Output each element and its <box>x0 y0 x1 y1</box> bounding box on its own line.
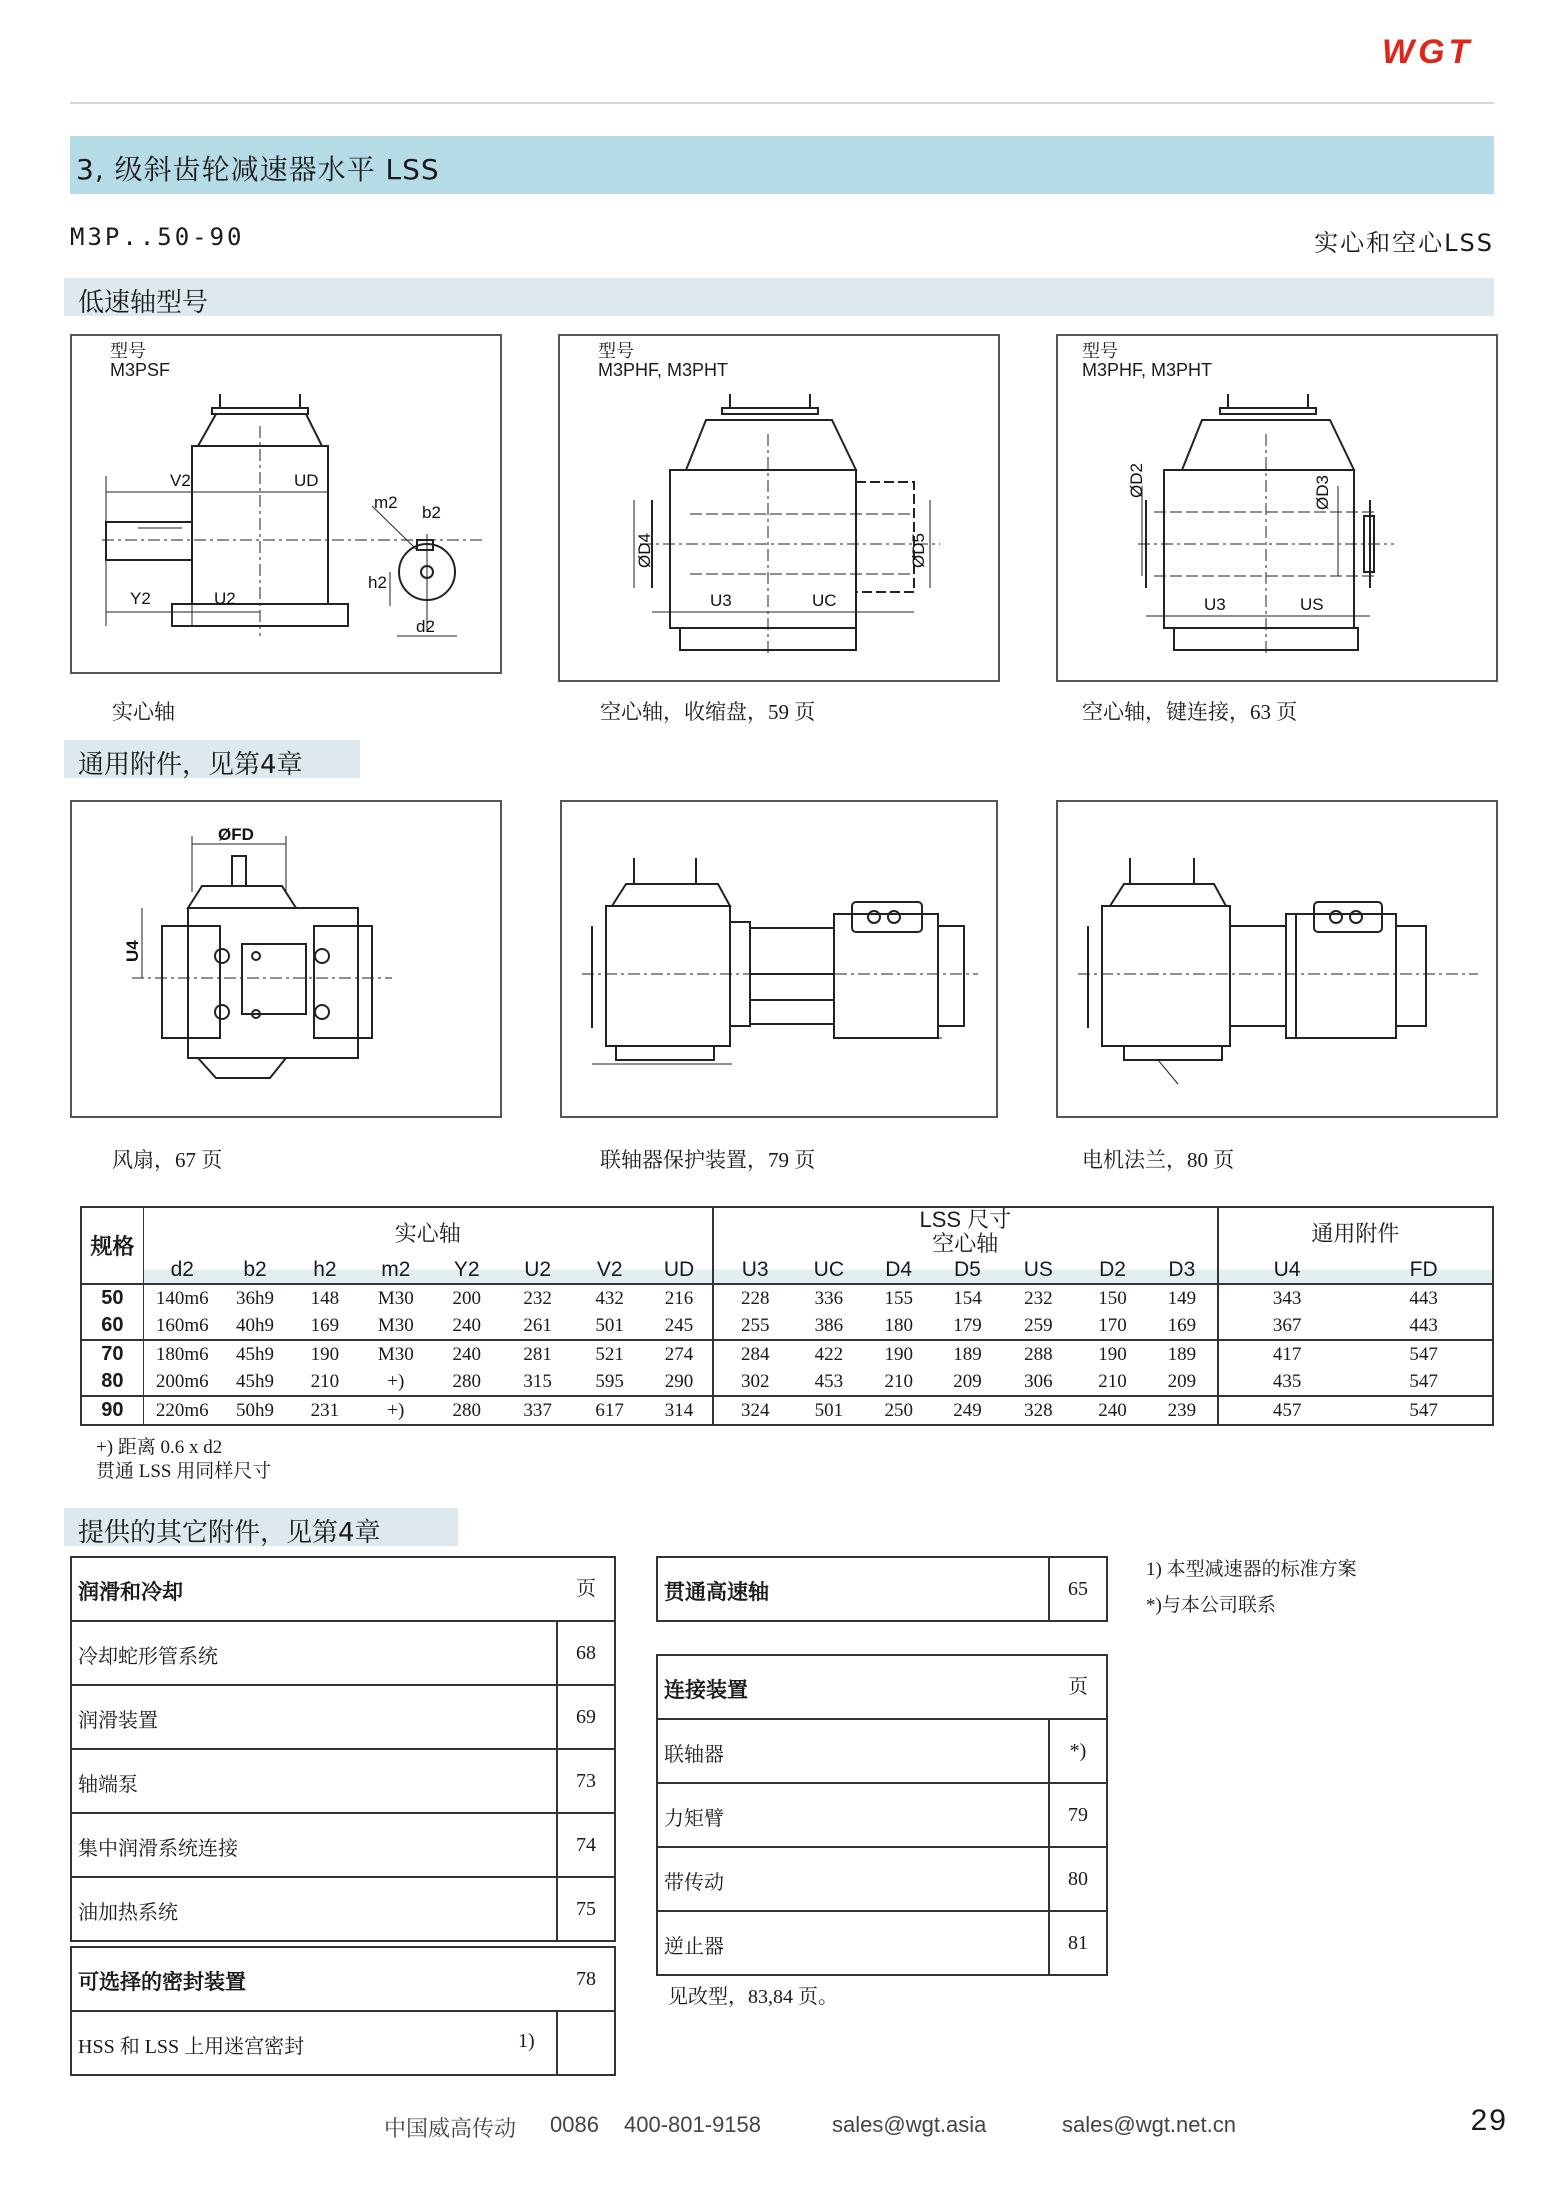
dim-FD: ØFD <box>218 825 254 844</box>
model-range: M3P..50-90 <box>70 223 245 251</box>
table-cell: 249 <box>936 1396 998 1425</box>
col-UD: UD <box>646 1256 713 1284</box>
table-cell: 521 <box>573 1340 646 1368</box>
dim-D3: ØD3 <box>1313 475 1332 510</box>
col-D4: D4 <box>861 1256 936 1284</box>
lubrication-rows <box>72 1622 614 1940</box>
list-item: 逆止器 81 <box>658 1912 1106 1974</box>
table-cell: 220m6 <box>143 1396 220 1425</box>
table-cell: 501 <box>797 1396 861 1425</box>
list-item: 力矩臂 79 <box>658 1784 1106 1848</box>
table-cell: 140m6 <box>143 1284 220 1312</box>
logo-text: WGT <box>1382 33 1474 70</box>
table-cell: 190 <box>861 1340 936 1368</box>
table-cell: 290 <box>664 1370 694 1392</box>
col-b2: b2 <box>221 1256 290 1284</box>
table-cell: 443 <box>1409 1314 1438 1336</box>
wgt-logo <box>1378 30 1508 70</box>
connection-table <box>656 1654 1108 1976</box>
figure-hollow-shaft-shrink-disc <box>558 334 1000 682</box>
col-U3: U3 <box>713 1256 797 1284</box>
accessories-header: 通用附件 <box>1218 1207 1493 1256</box>
table-cell: 417 <box>1218 1340 1356 1368</box>
table-cell: 501 <box>595 1314 624 1336</box>
table-cell: 45h9 <box>221 1340 290 1368</box>
section-general-accessories <box>64 740 360 778</box>
table-notes <box>96 1436 271 1484</box>
table-cell: 169 <box>1167 1314 1197 1336</box>
dim-UC: UC <box>812 591 837 610</box>
table-cell: 306 <box>1024 1370 1053 1392</box>
dim-UD: UD <box>294 471 319 490</box>
table-cell: 314 <box>646 1396 713 1425</box>
table-cell: 200 <box>431 1284 502 1312</box>
note-distance: +) 距离 0.6 x d2 <box>96 1437 223 1458</box>
dim-U3: U3 <box>710 591 732 610</box>
figure-model-label: 型号 M3PHF, M3PHT <box>1082 341 1213 380</box>
figure-solid-shaft <box>70 334 502 674</box>
col-h2: h2 <box>289 1256 360 1284</box>
solid-shaft-drawing <box>72 336 500 672</box>
table-cell: 337 <box>502 1396 573 1425</box>
table-cell: 50h9 <box>221 1396 290 1425</box>
size-cell: 60 <box>81 1312 143 1340</box>
section-title: 低速轴型号 <box>78 288 209 318</box>
connection-rows <box>658 1720 1106 1974</box>
table-cell: 284 <box>713 1340 797 1368</box>
caption-solid-shaft: 实心轴 <box>112 700 175 724</box>
section-other-accessories <box>64 1508 458 1546</box>
table-cell: 180 <box>884 1314 913 1336</box>
size-cell: 50 <box>81 1284 143 1312</box>
table-cell: 240 <box>1078 1396 1147 1425</box>
table-cell: 200m6 <box>155 1370 209 1392</box>
list-item: 油加热系统 75 <box>72 1878 614 1940</box>
side-notes <box>1146 1552 1357 1624</box>
table-cell: 547 <box>1355 1396 1493 1425</box>
table-cell: +) <box>387 1370 405 1392</box>
hollow-shaft-shrink-disc-drawing <box>560 336 998 680</box>
list-item: 冷却蛇形管系统 68 <box>72 1622 614 1686</box>
col-D3: D3 <box>1147 1256 1218 1284</box>
list-item: 联轴器 *) <box>658 1720 1106 1784</box>
dim-D2: ØD2 <box>1127 463 1146 498</box>
table-cell: 432 <box>573 1284 646 1312</box>
table-cell: 240 <box>452 1314 481 1336</box>
note-contact: *)与本公司联系 <box>1146 1595 1276 1616</box>
footer-email-cn[interactable]: sales@wgt.net.cn <box>1062 2112 1236 2137</box>
dim-U4: U4 <box>123 940 142 962</box>
col-V2: V2 <box>573 1256 646 1284</box>
dim-d2: d2 <box>416 617 435 636</box>
table-cell: 547 <box>1409 1370 1438 1392</box>
dimension-rows <box>81 1284 1493 1425</box>
table-cell: 343 <box>1218 1284 1356 1312</box>
size-header: 规格 <box>81 1207 143 1284</box>
figure-coupling-guard <box>560 800 998 1118</box>
section-title: 提供的其它附件，见第4章 <box>78 1518 381 1548</box>
dim-h2: h2 <box>368 573 387 592</box>
table-cell: 328 <box>999 1396 1079 1425</box>
table-cell: 280 <box>452 1370 481 1392</box>
coupling-guard-drawing <box>562 802 996 1116</box>
table-cell: 216 <box>646 1284 713 1312</box>
table-cell: 149 <box>1147 1284 1218 1312</box>
caption-hollow-key: 空心轴，键连接，63 页 <box>1082 700 1298 724</box>
table-cell: 155 <box>861 1284 936 1312</box>
table-cell: 239 <box>1147 1396 1218 1425</box>
table-row <box>81 1368 1493 1396</box>
table-cell: 315 <box>523 1370 552 1392</box>
table-cell: 259 <box>1024 1314 1053 1336</box>
figure-motor-flange <box>1056 800 1498 1118</box>
list-item: 润滑装置 69 <box>72 1686 614 1750</box>
table-cell: 453 <box>814 1370 844 1392</box>
footer-email-asia[interactable]: sales@wgt.asia <box>832 2112 987 2137</box>
col-UC: UC <box>797 1256 861 1284</box>
table-cell: 228 <box>713 1284 797 1312</box>
table-cell: 443 <box>1355 1284 1493 1312</box>
table-cell: 324 <box>713 1396 797 1425</box>
col-U4: U4 <box>1218 1256 1356 1284</box>
table-cell: 180m6 <box>143 1340 220 1368</box>
connection-footnote: 见改型，83,84 页。 <box>668 1986 838 2008</box>
table-cell: 40h9 <box>236 1314 275 1336</box>
table-cell: 36h9 <box>221 1284 290 1312</box>
seal-table <box>70 1946 616 2076</box>
table-cell: +) <box>360 1396 431 1425</box>
col-D2: D2 <box>1078 1256 1147 1284</box>
dim-m2: m2 <box>374 493 398 512</box>
table-cell: 209 <box>953 1370 982 1392</box>
col-m2: m2 <box>360 1256 431 1284</box>
list-item: 轴端泵 73 <box>72 1750 614 1814</box>
table-cell: 190 <box>289 1340 360 1368</box>
table-cell: 45h9 <box>236 1370 275 1392</box>
table-cell: 210 <box>1098 1370 1127 1392</box>
table-cell: 367 <box>1218 1312 1356 1340</box>
table-cell: 240 <box>431 1340 502 1368</box>
list-item: 带传动 80 <box>658 1848 1106 1912</box>
caption-hollow-shrink: 空心轴，收缩盘，59 页 <box>600 700 816 724</box>
table-cell: 245 <box>664 1314 694 1336</box>
shaft-type-header: 实心和空心LSS <box>1314 229 1494 257</box>
col-d2: d2 <box>143 1256 220 1284</box>
table-cell: 170 <box>1098 1314 1127 1336</box>
table-cell: 288 <box>999 1340 1079 1368</box>
note-through-lss: 贯通 LSS 用同样尺寸 <box>96 1461 272 1482</box>
table-cell: 422 <box>797 1340 861 1368</box>
fan-drawing <box>72 802 500 1116</box>
lubrication-header: 润滑和冷却 页 <box>72 1558 614 1622</box>
hollow-shaft-header: LSS 尺寸 空心轴 <box>713 1207 1218 1256</box>
dim-US: US <box>1300 595 1324 614</box>
table-cell: 250 <box>861 1396 936 1425</box>
figure-hollow-shaft-key <box>1056 334 1498 682</box>
table-cell: 190 <box>1078 1340 1147 1368</box>
caption-motor-flange: 电机法兰，80 页 <box>1082 1148 1235 1172</box>
through-shaft-row: 贯通高速轴 65 <box>658 1558 1106 1620</box>
table-cell: 280 <box>431 1396 502 1425</box>
table-cell: 255 <box>713 1312 797 1340</box>
hollow-shaft-key-drawing <box>1058 336 1496 680</box>
section-title: 通用附件，见第4章 <box>78 750 303 780</box>
table-cell: 189 <box>1147 1340 1218 1368</box>
table-cell: 189 <box>936 1340 998 1368</box>
dim-Y2: Y2 <box>130 589 151 608</box>
table-cell: 336 <box>797 1284 861 1312</box>
list-item: 集中润滑系统连接 74 <box>72 1814 614 1878</box>
col-US: US <box>999 1256 1079 1284</box>
table-cell: 274 <box>646 1340 713 1368</box>
header-rule <box>70 102 1494 104</box>
table-row <box>81 1340 1493 1368</box>
col-U2: U2 <box>502 1256 573 1284</box>
page-number: 29 <box>1470 2104 1508 2137</box>
col-D5: D5 <box>936 1256 998 1284</box>
caption-fan: 风扇，67 页 <box>112 1148 223 1172</box>
size-cell: 70 <box>81 1340 143 1368</box>
connection-header: 连接装置 页 <box>658 1656 1106 1720</box>
table-row <box>81 1284 1493 1312</box>
solid-shaft-header: 实心轴 <box>394 1220 461 1246</box>
table-cell: 154 <box>936 1284 998 1312</box>
table-cell: 232 <box>502 1284 573 1312</box>
table-cell: 160m6 <box>155 1314 209 1336</box>
table-cell: 595 <box>595 1370 624 1392</box>
footer-company: 中国威高传动 <box>384 2116 517 2141</box>
table-cell: 209 <box>1167 1370 1197 1392</box>
table-cell: 179 <box>953 1314 982 1336</box>
table-cell: 457 <box>1218 1396 1356 1425</box>
table-cell: M30 <box>377 1314 414 1336</box>
dim-D4: ØD4 <box>635 533 654 568</box>
caption-coupling-guard: 联轴器保护装置，79 页 <box>600 1148 816 1172</box>
table-cell: 435 <box>1218 1368 1356 1396</box>
dim-b2: b2 <box>422 503 441 522</box>
footer-phone-prefix: 0086 <box>550 2112 599 2137</box>
table-cell: 148 <box>289 1284 360 1312</box>
lubrication-table <box>70 1556 616 1942</box>
seal-header: 可选择的密封装置 78 <box>72 1948 614 2012</box>
size-cell: 80 <box>81 1368 143 1396</box>
table-cell: 617 <box>573 1396 646 1425</box>
dim-D5: ØD5 <box>909 533 928 568</box>
seal-item: HSS 和 LSS 上用迷宫密封 1) <box>72 2012 614 2074</box>
dim-U3: U3 <box>1204 595 1226 614</box>
section-low-speed-shaft <box>64 278 1494 316</box>
table-cell: 169 <box>310 1314 340 1336</box>
figure-model-label: 型号 M3PSF <box>110 341 171 380</box>
table-cell: 150 <box>1078 1284 1147 1312</box>
figure-fan <box>70 800 502 1118</box>
figure-model-label: 型号 M3PHF, M3PHT <box>598 341 729 380</box>
motor-flange-drawing <box>1058 802 1496 1116</box>
size-cell: 90 <box>81 1396 143 1425</box>
table-row <box>81 1396 1493 1425</box>
table-cell: 232 <box>999 1284 1079 1312</box>
table-row <box>81 1312 1493 1340</box>
table-cell: M30 <box>360 1340 431 1368</box>
through-shaft-table <box>656 1556 1108 1622</box>
col-FD: FD <box>1355 1256 1493 1284</box>
col-Y2: Y2 <box>431 1256 502 1284</box>
dim-V2: V2 <box>170 471 191 490</box>
table-cell: 210 <box>884 1370 913 1392</box>
title-bar <box>70 136 1494 194</box>
table-cell: 386 <box>814 1314 844 1336</box>
note-standard: 1) 本型减速器的标准方案 <box>1146 1559 1357 1580</box>
table-cell: M30 <box>360 1284 431 1312</box>
table-cell: 547 <box>1355 1340 1493 1368</box>
table-cell: 261 <box>523 1314 552 1336</box>
dimension-table <box>80 1206 1494 1426</box>
table-cell: 231 <box>289 1396 360 1425</box>
dim-U2: U2 <box>214 589 236 608</box>
footer-phone: 400-801-9158 <box>624 2112 762 2137</box>
table-cell: 302 <box>713 1368 797 1396</box>
table-cell: 281 <box>502 1340 573 1368</box>
page-title: 3, 级斜齿轮减速器水平 LSS <box>76 153 440 186</box>
table-cell: 210 <box>310 1370 340 1392</box>
